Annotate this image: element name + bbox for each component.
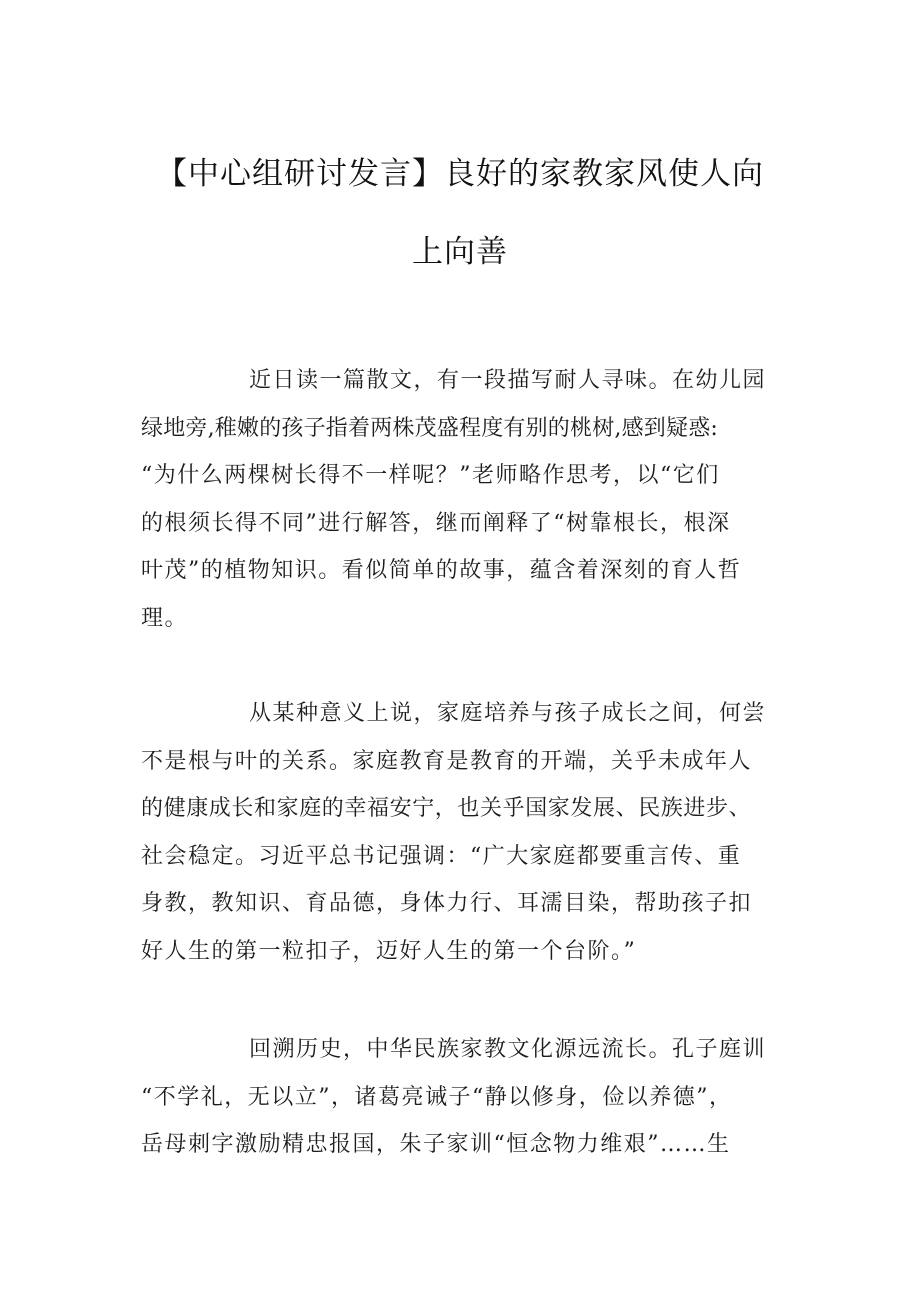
paragraph-line: 回溯历史，中华民族家教文化源远流长。孔子庭训 [249,1037,767,1062]
paragraph-1 [141,357,801,642]
paragraph-line: 从某种意义上说，家庭培养与孩子成长之间，何尝 [249,701,767,726]
paragraph-line: 好人生的第一粒扣子，迈好人生的第一个台阶。” [141,938,637,964]
paragraph-line: 身教，教知识、育品德，身体力行、耳濡目染，帮助孩子扣 [141,891,753,916]
paragraph-3 [141,1026,801,1169]
paragraph-line: 不是根与叶的关系。家庭教育是教育的开端，关乎未成年人 [141,748,753,774]
paragraph-line: 社会稳定。习近平总书记强调：“广大家庭都要重言传、重 [141,843,742,869]
paragraph-line: 的健康成长和家庭的幸福安宁，也关乎国家发展、民族进步、 [141,796,752,821]
document-title-line-2: 上向善 [412,234,508,270]
paragraph-line: “为什么两棵树长得不一样呢？”老师略作思考，以“它们 [141,463,720,488]
paragraph-line: 岳母刺字激励精忠报国，朱子家训“恒念物力维艰”……生 [141,1132,731,1157]
paragraph-2 [141,690,801,975]
paragraph-line: 绿地旁,稚嫩的孩子指着两株茂盛程度有别的桃树,感到疑惑: [141,415,719,441]
paragraph-line: “不学礼，无以立”，诸葛亮诫子“静以修身，俭以养德”， [141,1084,733,1110]
paragraph-line: 近日读一篇散文，有一段描写耐人寻味。在幼儿园 [249,368,767,393]
paragraph-line: 叶茂”的植物知识。看似简单的故事，蕴含着深刻的育人哲 [141,558,742,583]
paragraph-line: 的根须长得不同”进行解答，继而阐释了“树靠根长，根深 [141,510,731,536]
document-title-line-1: 【中心组研讨发言】良好的家教家风使人向 [156,156,764,192]
paragraph-line: 理。 [141,605,189,631]
